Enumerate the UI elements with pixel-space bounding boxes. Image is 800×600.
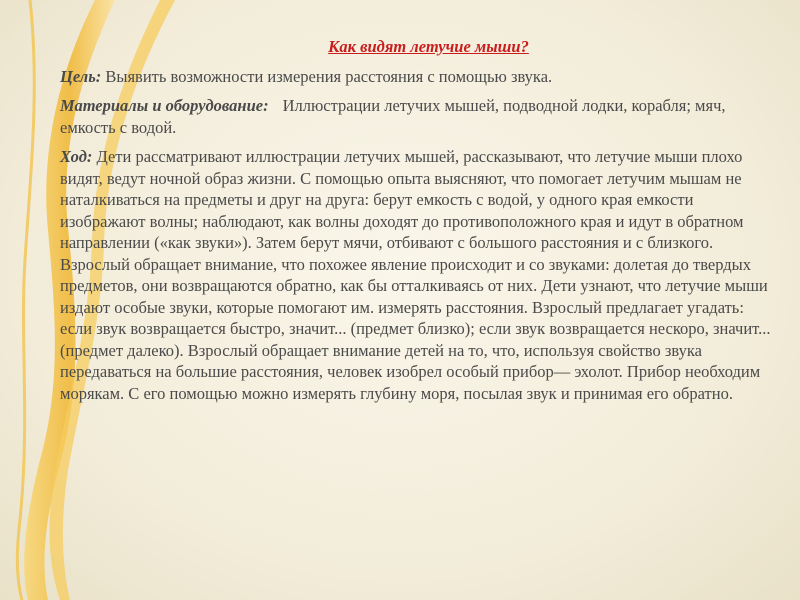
- goal-text: Выявить возможности измерения расстояния с помощью звука.: [101, 66, 553, 86]
- page-title: Как видят летучие мыши?: [328, 37, 529, 56]
- goal-paragraph: [60, 66, 775, 88]
- materials-label: Материалы и оборудование:: [60, 96, 269, 115]
- procedure-label: Ход:: [60, 147, 93, 166]
- materials-paragraph: [60, 95, 775, 138]
- procedure-paragraph: [60, 146, 775, 404]
- goal-label: Цель:: [60, 66, 102, 86]
- materials-text: Иллюстрации летучих мышей, подводной лодки, корабля; мяч, емкость с водой.: [60, 96, 726, 137]
- procedure-text: Дети рассматривают иллюстрации летучих мышей, рассказывают, что летучие мыши плохо видят, ведут ночной образ жизни. С помощью опыта выясняют, что помогает летучим мышам не наталкиваться на предметы и друг на друга: берут емкость с водой, у одного края емкости изображают волны; наблюдают, как волны доходят до противоположного края и идут в обратном направлении («как звуки»). Затем берут мячи, отбивают с большого расстояния и с близкого. Взрослый обращает внимание, что похожее явление происходит и со звуками: долетая до твердых предметов, они возвращаются обратно, как бы отталкиваясь от них. Дети узнают, что летучие мыши издают особые звуки, которые помогают им. измерять расстояния. Взрослый предлагает угадать: если звук возвращается быстро, значит... (предмет близко); если звук возвращается нескоро, значит... (предмет далеко). Взрослый обращает внимание детей на то, что, используя свойство звука передаваться на большие расстояния, человек изобрел особый прибор— эхолот. Прибор необходим морякам. С его помощью можно измерять глубину моря, посылая звук и принимая его обратно.: [60, 147, 771, 403]
- content-block: [60, 36, 775, 412]
